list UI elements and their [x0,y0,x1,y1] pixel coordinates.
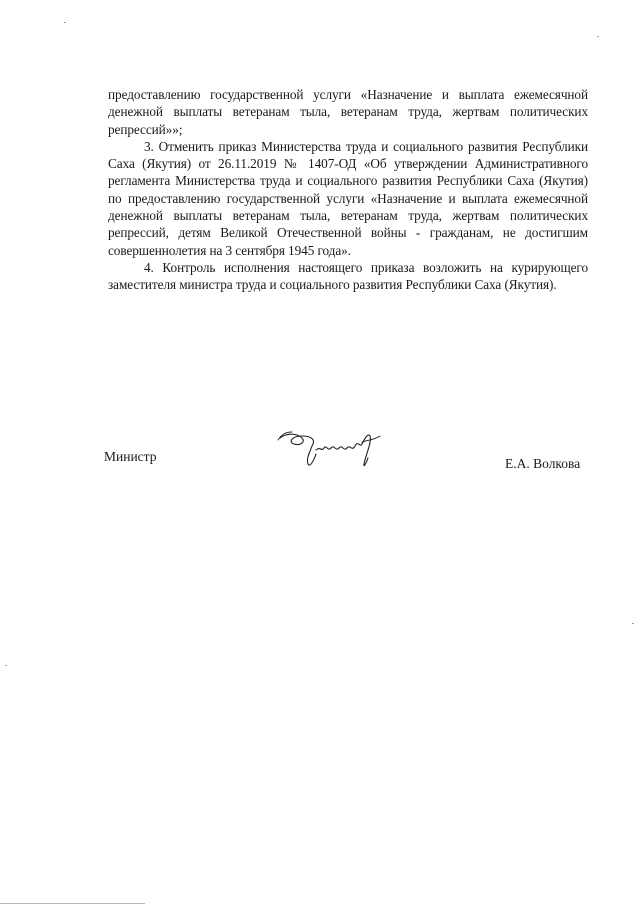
scan-artifact-dot [597,36,599,37]
scan-artifact-dot [64,22,66,23]
scan-artifact-line [0,903,145,904]
paragraph-continuation: предоставлению государственной услуги «Назначение и выплата ежемесячной денежной выплаты ветеранам тыла, ветеранам труда, жертвам политических репрессий»»; [108,87,588,137]
scan-artifact-dot [632,623,634,624]
paragraph-item-4: 4. Контроль исполнения настоящего приказа возложить на курирующего заместителя министра труда и социального развития Республики Саха (Якутия). [108,259,588,293]
handwritten-signature [276,424,386,474]
signatory-name: Е.А. Волкова [505,456,581,471]
document-body [108,86,588,294]
scan-artifact-dot [5,665,7,666]
paragraph-item-3: 3. Отменить приказ Министерства труда и социального развития Республики Саха (Якутия) от 26.11.2019 № 1407-ОД «Об утверждении Административного регламента Министерства труда и социального развития Республики Саха (Якутия) по предоставлению государственной услуги «Назначение и выплата ежемесячной денежной выплаты ветеранам тыла, ветеранам труда, жертвам политических репрессий, детям Великой Отечественной войны - гражданам, не достигшим совершеннолетия на 3 сентября 1945 года». [108,138,588,258]
signatory-role: Министр [104,449,157,464]
